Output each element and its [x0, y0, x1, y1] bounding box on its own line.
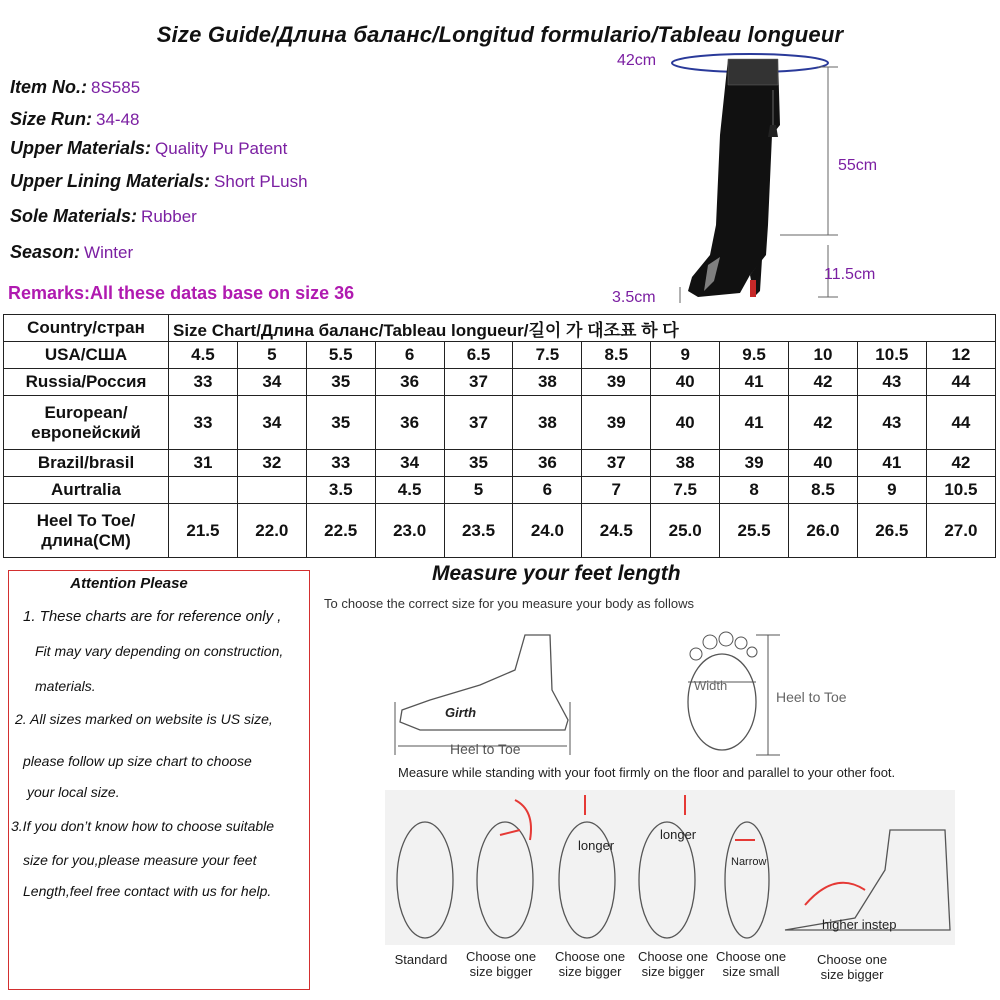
attention-line: please follow up size chart to choose [23, 753, 252, 769]
foot-tag-higher-instep: higher instep [822, 917, 897, 932]
table-cell: 41 [720, 396, 789, 450]
attention-line: Fit may vary depending on construction, [35, 643, 284, 659]
table-cell: 37 [444, 369, 513, 396]
attention-line: 1. These charts are for reference only , [23, 608, 282, 625]
table-cell: 9.5 [720, 342, 789, 369]
table-cell: 42 [789, 396, 858, 450]
table-row [4, 396, 996, 450]
attention-line: size for you,please measure your feet [23, 852, 257, 868]
table-cell: 3.5 [306, 477, 375, 504]
table-cell: 7.5 [513, 342, 582, 369]
attention-box [8, 570, 310, 990]
table-cell: 24.0 [513, 504, 582, 558]
spec-lining: Upper Lining Materials: Short PLush [10, 171, 308, 191]
table-cell: 36 [375, 369, 444, 396]
measure-subtitle: To choose the correct size for you measure your body as follows [324, 596, 694, 611]
table-cell: 26.0 [789, 504, 858, 558]
table-cell: 7.5 [651, 477, 720, 504]
foot-caption: Choose one size bigger [637, 949, 709, 979]
table-cell: 26.5 [857, 504, 926, 558]
foot-tag-longer: longer [660, 827, 697, 842]
table-cell: 24.5 [582, 504, 651, 558]
table-row [4, 369, 996, 396]
table-cell: 39 [720, 450, 789, 477]
table-cell: 35 [306, 396, 375, 450]
table-cell: 38 [651, 450, 720, 477]
dim-platform: 3.5cm [612, 289, 656, 306]
table-cell: 33 [169, 369, 238, 396]
table-cell: 39 [582, 396, 651, 450]
width-label: Width [694, 678, 728, 693]
table-cell: 35 [306, 369, 375, 396]
foot-caption: Choose one size bigger [554, 949, 626, 979]
table-cell: 22.5 [306, 504, 375, 558]
table-cell: 32 [237, 450, 306, 477]
table-cell: 43 [857, 369, 926, 396]
table-cell: 44 [926, 396, 995, 450]
page-title: Size Guide/Длина баланс/Longitud formulario/Tableau longueur [156, 22, 844, 47]
table-cell: 23.5 [444, 504, 513, 558]
table-cell: 36 [375, 396, 444, 450]
table-cell: 10 [789, 342, 858, 369]
table-cell: 42 [789, 369, 858, 396]
table-cell: 6.5 [444, 342, 513, 369]
attention-line: 2. All sizes marked on website is US size, [15, 711, 273, 727]
row-label: Russia/Россия [4, 369, 169, 396]
spec-season: Season: Winter [10, 242, 134, 262]
table-cell: 4.5 [169, 342, 238, 369]
table-cell: 8.5 [789, 477, 858, 504]
table-cell: 6 [513, 477, 582, 504]
dim-heel-height: 11.5cm [824, 266, 876, 283]
table-cell: 5 [237, 342, 306, 369]
table-cell: 25.0 [651, 504, 720, 558]
table-cell: 6 [375, 342, 444, 369]
table-cell: 34 [237, 396, 306, 450]
table-cell: 34 [237, 369, 306, 396]
table-cell: 22.0 [237, 504, 306, 558]
foot-tag-narrow: Narrow [731, 856, 767, 868]
table-cell: 23.0 [375, 504, 444, 558]
table-row [4, 477, 996, 504]
table-header-title: Size Chart/Длина баланс/Tableau longueur/길이 가 대조표 하 다 [169, 315, 996, 342]
row-label: European/европейский [4, 396, 169, 450]
table-cell: 35 [444, 450, 513, 477]
table-cell: 39 [582, 369, 651, 396]
table-cell [237, 477, 306, 504]
measure-title: Measure your feet length [432, 562, 681, 585]
table-cell: 44 [926, 369, 995, 396]
remarks: Remarks:All these datas base on size 36 [8, 283, 355, 303]
spec-sole: Sole Materials: Rubber [10, 206, 197, 226]
girth-label: Girth [445, 705, 477, 720]
attention-title: Attention Please [70, 575, 188, 592]
table-row [4, 450, 996, 477]
attention-line: 3.If you don’t know how to choose suitable [11, 818, 275, 834]
table-cell: 9 [651, 342, 720, 369]
table-cell: 10.5 [926, 477, 995, 504]
table-cell: 4.5 [375, 477, 444, 504]
table-cell: 40 [651, 369, 720, 396]
heel-to-toe-side-label: Heel to Toe [776, 689, 847, 705]
spec-item-no: Item No.: 8S585 [10, 77, 141, 97]
table-cell: 41 [857, 450, 926, 477]
table-cell: 40 [789, 450, 858, 477]
table-cell: 42 [926, 450, 995, 477]
table-cell: 25.5 [720, 504, 789, 558]
foot-caption: Standard [394, 952, 448, 967]
table-row [4, 342, 996, 369]
table-cell: 10.5 [857, 342, 926, 369]
table-cell: 12 [926, 342, 995, 369]
table-cell: 27.0 [926, 504, 995, 558]
table-cell: 31 [169, 450, 238, 477]
table-cell [169, 477, 238, 504]
table-cell: 33 [169, 396, 238, 450]
table-cell: 40 [651, 396, 720, 450]
table-cell: 7 [582, 477, 651, 504]
row-label: Aurtralia [4, 477, 169, 504]
row-label: Brazil/brasil [4, 450, 169, 477]
table-cell: 43 [857, 396, 926, 450]
table-cell: 38 [513, 369, 582, 396]
table-cell: 41 [720, 369, 789, 396]
foot-caption: Choose one size bigger [465, 949, 537, 979]
size-chart-table [3, 314, 996, 558]
table-cell: 21.5 [169, 504, 238, 558]
foot-tag-longer: longer [578, 838, 615, 853]
table-cell: 8.5 [582, 342, 651, 369]
attention-line: Length,feel free contact with us for help. [23, 883, 272, 899]
row-label: USA/США [4, 342, 169, 369]
table-cell: 9 [857, 477, 926, 504]
foot-caption: Choose one size small [715, 949, 787, 979]
table-row [4, 504, 996, 558]
table-header-row [4, 315, 996, 342]
attention-line: your local size. [27, 784, 120, 800]
boot-illustration [600, 45, 1000, 315]
table-cell: 33 [306, 450, 375, 477]
table-cell: 36 [513, 450, 582, 477]
table-cell: 37 [582, 450, 651, 477]
table-cell: 5.5 [306, 342, 375, 369]
table-cell: 5 [444, 477, 513, 504]
table-cell: 34 [375, 450, 444, 477]
spec-upper-materials: Upper Materials: Quality Pu Patent [10, 138, 288, 158]
table-cell: 37 [444, 396, 513, 450]
attention-line: materials. [35, 678, 96, 694]
heel-to-toe-label: Heel to Toe [450, 741, 521, 757]
foot-caption: Choose one size bigger [816, 952, 888, 982]
row-label: Heel To Toe/длина(CM) [4, 504, 169, 558]
table-header-label: Country/стран [4, 315, 169, 342]
spec-size-run: Size Run: 34-48 [10, 109, 140, 129]
dim-shaft-height: 55cm [838, 157, 878, 174]
table-cell: 38 [513, 396, 582, 450]
measure-note: Measure while standing with your foot firmly on the floor and parallel to your other foot. [398, 765, 896, 780]
dim-circumference: 42cm [617, 52, 657, 69]
table-cell: 8 [720, 477, 789, 504]
